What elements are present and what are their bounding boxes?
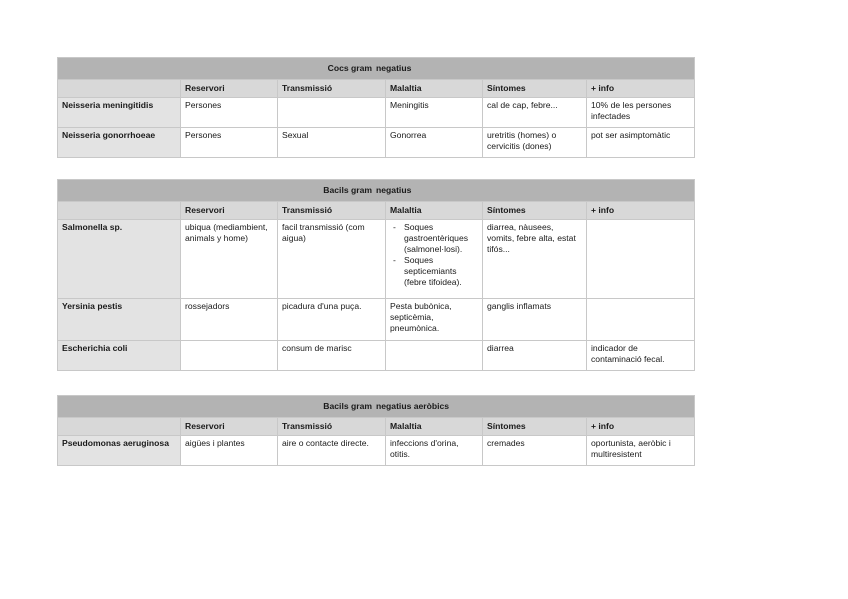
header-empty xyxy=(58,418,181,436)
table-title-left: Bacils gram xyxy=(323,185,373,195)
cell-transmissio xyxy=(278,98,386,128)
cell-transmissio: consum de marisc xyxy=(278,341,386,371)
header-sintomes: Síntomes xyxy=(483,418,587,436)
cell-malaltia xyxy=(386,220,483,299)
cell-sintomes: uretritis (homes) o cervicitis (dones) xyxy=(483,128,587,158)
cell-sintomes: diarrea xyxy=(483,341,587,371)
malaltia-list xyxy=(390,222,478,288)
table-title-right: negatius xyxy=(376,185,412,195)
header-row xyxy=(58,202,695,220)
organism-name: Escherichia coli xyxy=(58,341,181,371)
cell-transmissio: facil transmissió (com aigua) xyxy=(278,220,386,299)
header-info: + info xyxy=(587,80,695,98)
table-title-right: negatius aeròbics xyxy=(376,401,450,411)
cell-malaltia: Gonorrea xyxy=(386,128,483,158)
header-transmissio: Transmissió xyxy=(278,202,386,220)
header-reservori: Reservori xyxy=(181,418,278,436)
cell-transmissio: Sexual xyxy=(278,128,386,158)
header-empty xyxy=(58,202,181,220)
cell-sintomes: cal de cap, febre... xyxy=(483,98,587,128)
cell-info xyxy=(587,220,695,299)
header-info: + info xyxy=(587,418,695,436)
table-bacils-gram-negatius xyxy=(57,179,695,371)
cell-info: 10% de les persones infectades xyxy=(587,98,695,128)
cell-malaltia xyxy=(386,341,483,371)
cell-transmissio: picadura d'una puça. xyxy=(278,299,386,341)
header-sintomes: Síntomes xyxy=(483,202,587,220)
header-reservori: Reservori xyxy=(181,80,278,98)
cell-malaltia: Pesta bubònica, septicèmia, pneumònica. xyxy=(386,299,483,341)
table-title-right: negatius xyxy=(376,63,412,73)
organism-name: Neisseria meningitidis xyxy=(58,98,181,128)
cell-reservori: rossejadors xyxy=(181,299,278,341)
cell-info xyxy=(587,299,695,341)
table-row xyxy=(58,98,695,128)
table-title-row xyxy=(58,180,695,202)
cell-malaltia: infeccions d'orina, otitis. xyxy=(386,436,483,466)
table-row xyxy=(58,299,695,341)
header-malaltia: Malaltia xyxy=(386,202,483,220)
table-title-row xyxy=(58,58,695,80)
header-row xyxy=(58,418,695,436)
table-title xyxy=(58,396,695,418)
cell-sintomes: ganglis inflamats xyxy=(483,299,587,341)
cell-info: pot ser asimptomàtic xyxy=(587,128,695,158)
table-row xyxy=(58,128,695,158)
table-cocs-gram-negatius xyxy=(57,57,695,158)
cell-reservori: Persones xyxy=(181,128,278,158)
table-title-row xyxy=(58,396,695,418)
cell-info: oportunista, aeròbic i multiresistent xyxy=(587,436,695,466)
cell-reservori: ubiqua (mediambient, animals y home) xyxy=(181,220,278,299)
header-sintomes: Síntomes xyxy=(483,80,587,98)
cell-transmissio: aire o contacte directe. xyxy=(278,436,386,466)
cell-sintomes: diarrea, nàusees, vomits, febre alta, estat tifós... xyxy=(483,220,587,299)
organism-name: Pseudomonas aeruginosa xyxy=(58,436,181,466)
header-malaltia: Malaltia xyxy=(386,418,483,436)
table-title-left: Cocs gram xyxy=(327,63,373,73)
cell-reservori xyxy=(181,341,278,371)
header-empty xyxy=(58,80,181,98)
table-row xyxy=(58,436,695,466)
table-title xyxy=(58,58,695,80)
organism-name: Neisseria gonorrhoeae xyxy=(58,128,181,158)
header-row xyxy=(58,80,695,98)
header-reservori: Reservori xyxy=(181,202,278,220)
list-item: - Soques gastroentèriques (salmonel·losi). xyxy=(404,222,478,255)
cell-sintomes: cremades xyxy=(483,436,587,466)
header-transmissio: Transmissió xyxy=(278,418,386,436)
table-title xyxy=(58,180,695,202)
list-item: - Soques septicemiants (febre tifoidea). xyxy=(404,255,478,288)
table-title-left: Bacils gram xyxy=(323,401,373,411)
header-malaltia: Malaltia xyxy=(386,80,483,98)
cell-reservori: Persones xyxy=(181,98,278,128)
table-row xyxy=(58,341,695,371)
cell-malaltia: Meningitis xyxy=(386,98,483,128)
organism-name: Salmonella sp. xyxy=(58,220,181,299)
cell-info: indicador de contaminació fecal. xyxy=(587,341,695,371)
table-row xyxy=(58,220,695,299)
header-info: + info xyxy=(587,202,695,220)
table-bacils-gram-negatius-aerobics xyxy=(57,395,695,466)
organism-name: Yersinia pestis xyxy=(58,299,181,341)
cell-reservori: aigües i plantes xyxy=(181,436,278,466)
header-transmissio: Transmissió xyxy=(278,80,386,98)
